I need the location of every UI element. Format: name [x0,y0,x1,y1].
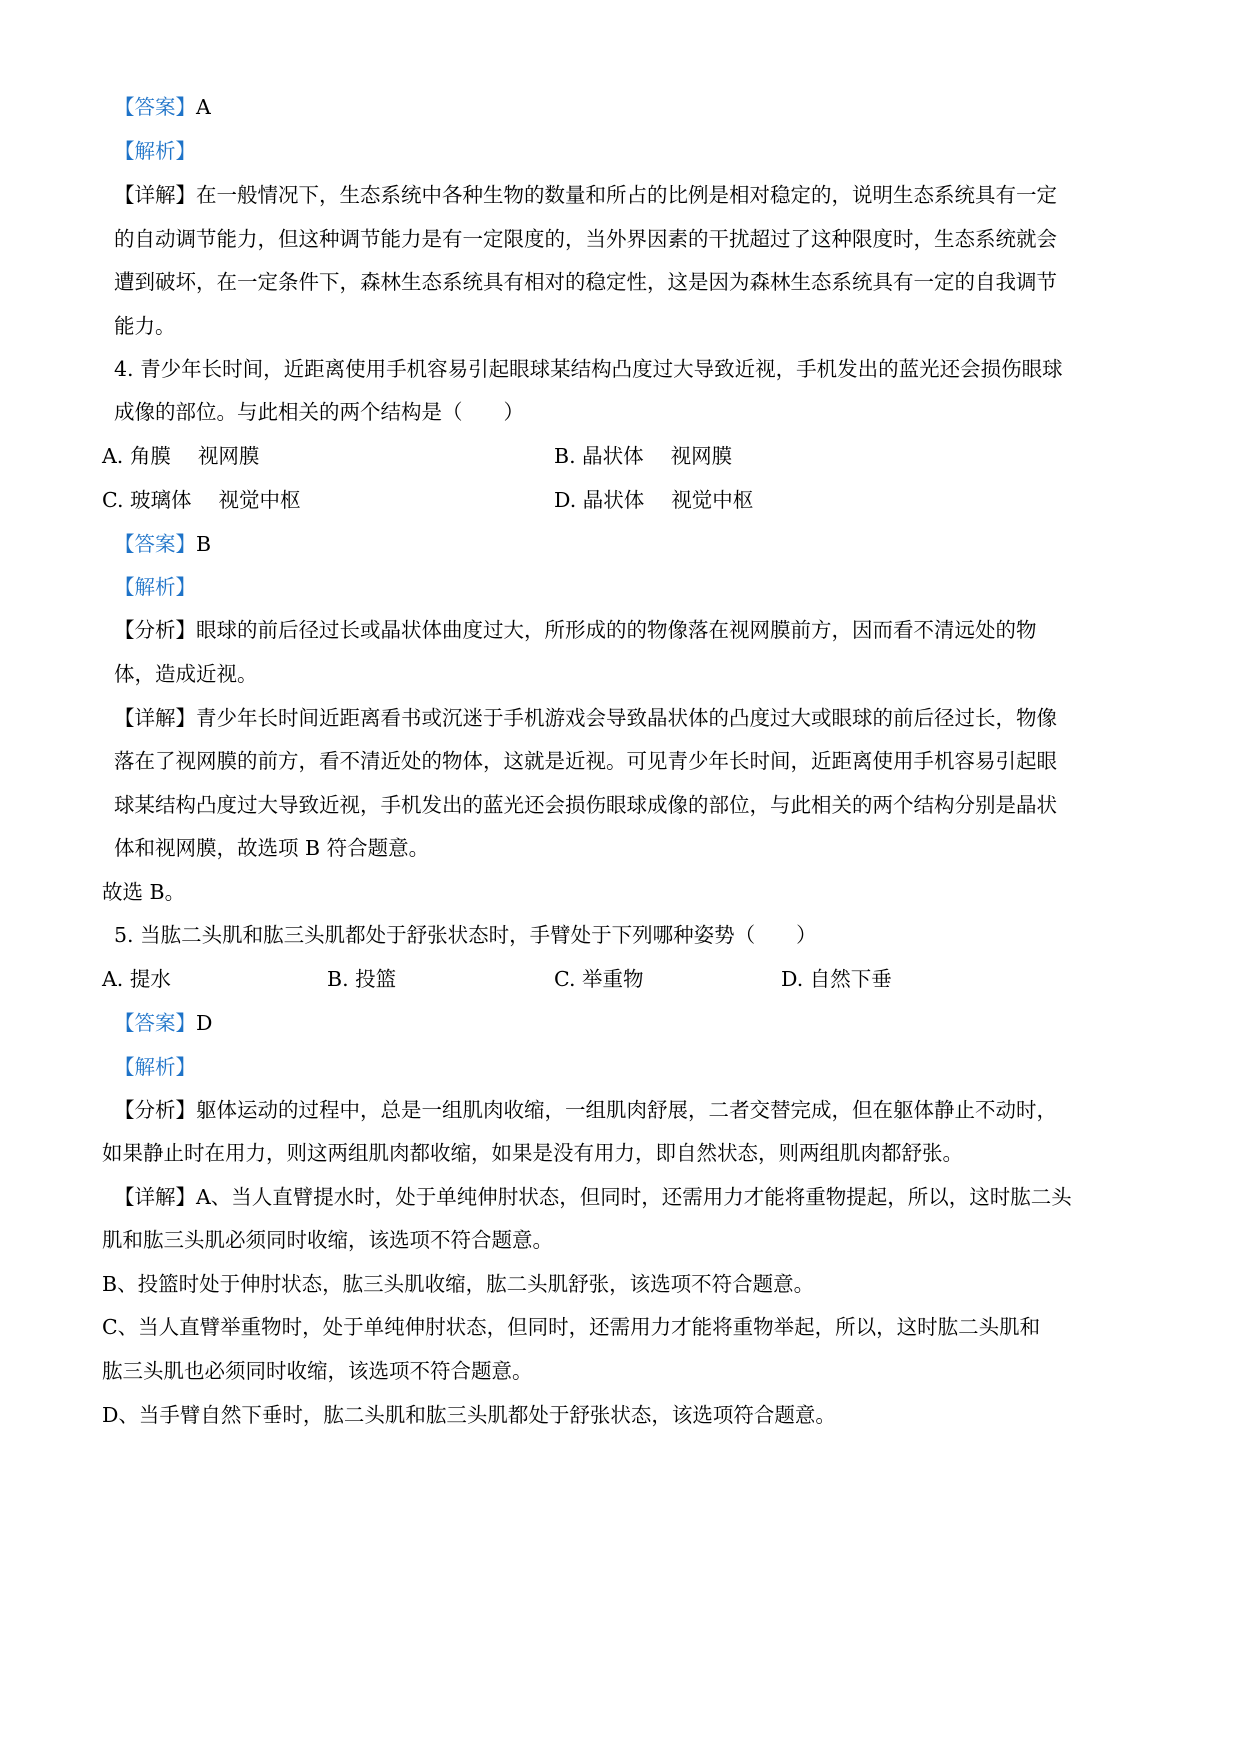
answer-tag: 【答案】 [114,1011,196,1035]
answer-value: B [196,532,212,556]
explanation-line: 肌和肱三头肌必须同时收缩，该选项不符合题意。 [102,1228,553,1252]
explanation-line: 球某结构凸度过大导致近视，手机发出的蓝光还会损伤眼球成像的部位，与此相关的两个结构分别是晶状 [114,793,1057,817]
conclusion-line: 故选 B。 [102,880,186,904]
answer-line-q5 [114,1009,212,1037]
answer-line-q3 [114,93,211,121]
explanation-line: 【详解】在一般情况下，生态系统中各种生物的数量和所占的比例是相对稳定的，说明生态系统具有一定 [114,183,1057,207]
question-4-line: 成像的部位。与此相关的两个结构是（ ） [114,400,524,424]
option-c: C. 举重物 [554,967,644,991]
option-a: A. 角膜 视网膜 [102,444,260,468]
explanation-line: 能力。 [114,314,176,338]
explanation-line: D、当手臂自然下垂时，肱二头肌和肱三头肌都处于舒张状态，该选项符合题意。 [102,1403,836,1427]
explanation-line: 落在了视网膜的前方，看不清近处的物体，这就是近视。可见青少年长时间，近距离使用手机容易引起眼 [114,749,1057,773]
analysis-line: 【分析】躯体运动的过程中，总是一组肌肉收缩，一组肌肉舒展，二者交替完成，但在躯体静止不动时， [114,1098,1057,1122]
option-b: B. 投篮 [327,967,397,991]
analysis-tag: 【解析】 [114,139,196,163]
answer-tag: 【答案】 [114,532,196,556]
analysis-tag-q3 [114,137,196,165]
answer-tag: 【答案】 [114,95,196,119]
option-c: C. 玻璃体 视觉中枢 [102,488,301,512]
analysis-tag-q4 [114,573,196,601]
analysis-line: 【分析】眼球的前后径过长或晶状体曲度过大，所形成的的物像落在视网膜前方，因而看不清远处的物 [114,618,1037,642]
answer-value: D [196,1011,213,1035]
analysis-line: 体，造成近视。 [114,662,258,686]
explanation-line: C、当人直臂举重物时，处于单纯伸肘状态，但同时，还需用力才能将重物举起，所以，这时肱二头肌和 [102,1315,1041,1339]
option-a: A. 提水 [102,967,171,991]
analysis-tag: 【解析】 [114,575,196,599]
explanation-line: 的自动调节能力，但这种调节能力是有一定限度的，当外界因素的干扰超过了这种限度时，生态系统就会 [114,227,1057,251]
answer-line-q4 [114,530,211,558]
option-b: B. 晶状体 视网膜 [554,444,733,468]
option-d: D. 晶状体 视觉中枢 [554,488,754,512]
option-d: D. 自然下垂 [781,967,892,991]
explanation-line: 【详解】青少年长时间近距离看书或沉迷于手机游戏会导致晶状体的凸度过大或眼球的前后径过长，物像 [114,706,1057,730]
analysis-line: 如果静止时在用力，则这两组肌肉都收缩，如果是没有用力，即自然状态，则两组肌肉都舒张。 [102,1141,963,1165]
explanation-line: 遭到破坏，在一定条件下，森林生态系统具有相对的稳定性，这是因为森林生态系统具有一定的自我调节 [114,270,1057,294]
explanation-line: 肱三头肌也必须同时收缩，该选项不符合题意。 [102,1359,533,1383]
answer-value: A [196,95,211,119]
explanation-line: B、投篮时处于伸肘状态，肱三头肌收缩，肱二头肌舒张，该选项不符合题意。 [102,1272,815,1296]
explanation-line: 【详解】A、当人直臂提水时，处于单纯伸肘状态，但同时，还需用力才能将重物提起，所以，这时肱二头 [114,1185,1072,1209]
question-4-line: 4. 青少年长时间，近距离使用手机容易引起眼球某结构凸度过大导致近视，手机发出的蓝光还会损伤眼球 [114,357,1063,381]
explanation-line: 体和视网膜，故选项 B 符合题意。 [114,836,430,860]
question-5-line: 5. 当肱二头肌和肱三头肌都处于舒张状态时，手臂处于下列哪种姿势（ ） [114,923,817,947]
analysis-tag-q5 [114,1053,196,1081]
analysis-tag: 【解析】 [114,1055,196,1079]
